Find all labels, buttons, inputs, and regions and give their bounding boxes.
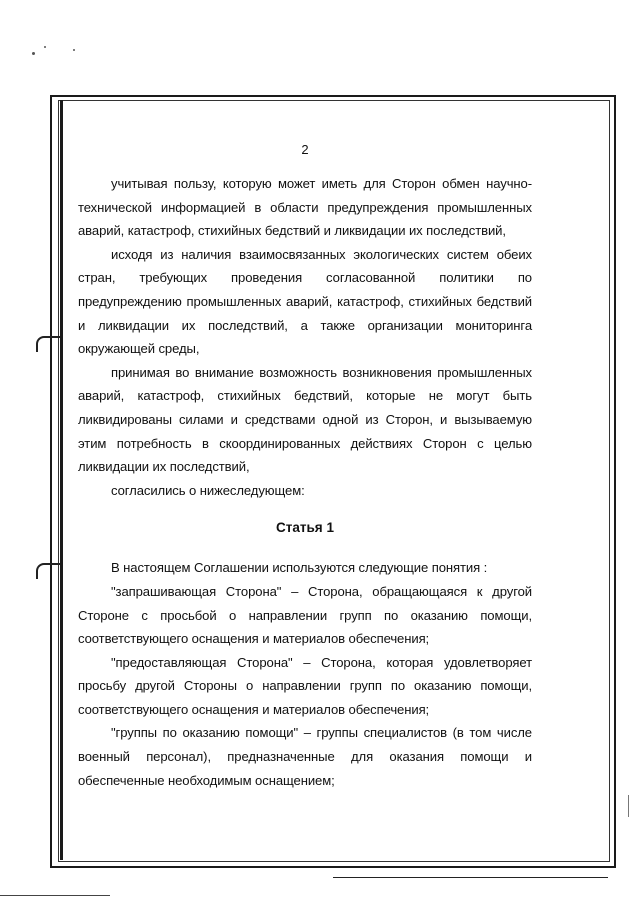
scan-speck (32, 52, 35, 55)
binding-bar (60, 100, 63, 860)
footer-rule (333, 877, 608, 878)
footer-rule-left (0, 895, 110, 896)
article-paragraph-3: "предоставляющая Сторона" – Сторона, которая удовлетворяет просьбу другой Стороны о направлении групп по оказанию помощи, соответствующего оснащения и материалов обеспечения; (78, 654, 532, 717)
preamble-paragraph-3: принимая во внимание возможность возникновения промышленных аварий, катастроф, стихийных бедствий, которые не могут быть ликвидированы силами и средствами одной из Сторон, и вызываемую этим потребность в скоординированных действиях Сторон с целью ликвидации их последствий, (78, 364, 532, 475)
scan-speck (44, 46, 46, 48)
article-paragraph-4: "группы по оказанию помощи" – группы специалистов (в том числе военный персонал), предназначенные для оказания помощи и обеспеченные необходимым оснащением; (78, 725, 532, 788)
article-paragraph-2: "запрашивающая Сторона" – Сторона, обращающаяся к другой Стороне с просьбой о направлении групп по оказанию помощи, соответствующего оснащения и материалов обеспечения; (78, 583, 532, 647)
article-title: Статья 1 (276, 520, 334, 536)
page-number: 2 (301, 142, 309, 157)
document-body (78, 142, 532, 792)
preamble-paragraph-4: согласились о нижеследующем: (111, 482, 305, 498)
article-paragraph-1: В настоящем Соглашении используются следующие понятия : (111, 560, 488, 576)
binding-hook-bottom (36, 563, 60, 579)
binding-hook-top (36, 336, 60, 352)
preamble-paragraph-2: исходя из наличия взаимосвязанных экологических систем обеих стран, требующих проведения согласованной политики по предупреждению промышленных аварий, катастроф, стихийных бедствий и ликвидации их последствий, а также организации мониторинга окружающей среды, (78, 246, 532, 357)
preamble-paragraph-1: учитывая пользу, которую может иметь для Сторон обмен научно-технической информацией в области предупреждения промышленных аварий, катастроф, стихийных бедствий и ликвидации их последствий, (78, 176, 532, 239)
scan-speck (73, 49, 75, 51)
margin-mark (628, 795, 629, 817)
